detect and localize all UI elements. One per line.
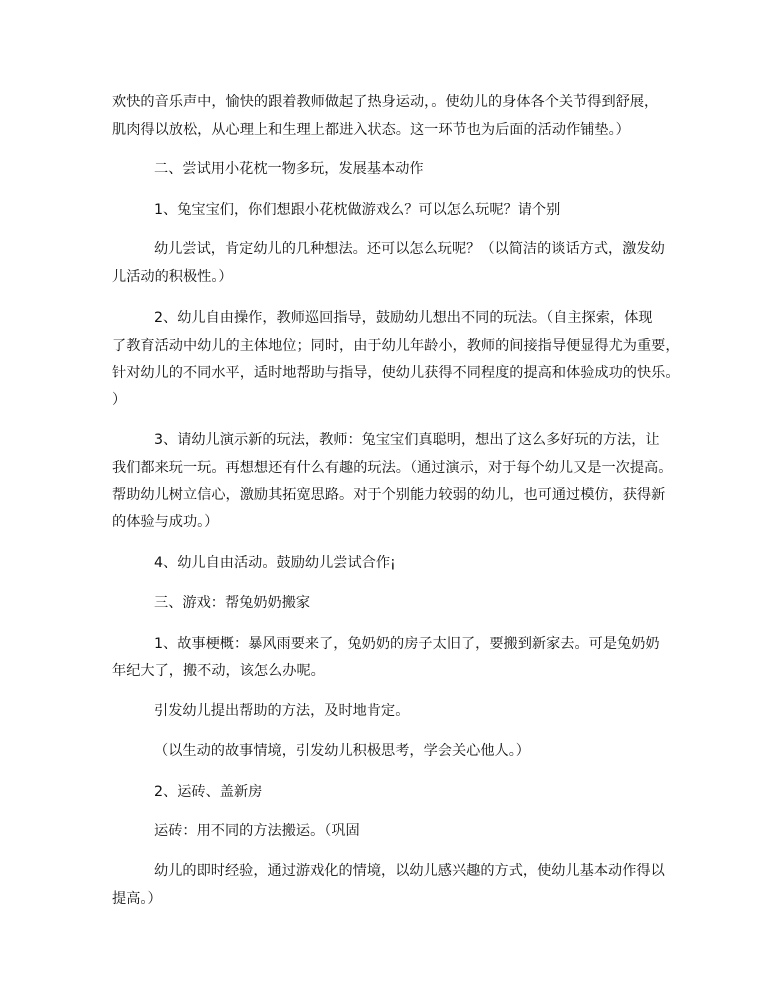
text-line: 1、兔宝宝们，你们想跟小花枕做游戏么？可以怎么玩呢？请个别 xyxy=(154,202,561,218)
text-line: 2、幼儿自由操作，教师巡回指导，鼓励幼儿想出不同的玩法。（自主探索，体现 xyxy=(154,310,653,326)
text-line: 提高。） xyxy=(112,891,162,907)
text-line: 幼儿尝试，肯定幼儿的几种想法。还可以怎么玩呢？（以简洁的谈话方式，激发幼 xyxy=(154,241,665,257)
text-line: 我们都来玩一玩。再想想还有什么有趣的玩法。（通过演示，对于每个幼儿又是一次提高。 xyxy=(112,460,673,476)
text-line: 儿活动的积极性。） xyxy=(112,269,233,285)
section-heading: 二、尝试用小花枕一物多玩，发展基本动作 xyxy=(154,161,424,177)
text-line: 欢快的音乐声中，愉快的跟着教师做起了热身运动，。使幼儿的身体各个关节得到舒展， xyxy=(112,94,659,110)
text-line: 的体验与成功。） xyxy=(112,514,219,530)
section-heading: 三、游戏：帮兔奶奶搬家 xyxy=(154,595,311,611)
text-line: 1、故事梗概：暴风雨要来了，兔奶奶的房子太旧了，要搬到新家去。可是兔奶奶 xyxy=(154,636,660,652)
text-line: ） xyxy=(112,392,127,408)
text-line: （以生动的故事情境，引发幼儿积极思考，学会关心他人。） xyxy=(154,743,530,759)
text-line: 幼儿的即时经验，通过游戏化的情境，以幼儿感兴趣的方式，使幼儿基本动作得以 xyxy=(154,863,665,879)
text-line: 4、幼儿自由活动。鼓励幼儿尝试合作¡ xyxy=(154,555,396,571)
text-line: 2、运砖、盖新房 xyxy=(154,784,263,800)
text-line: 针对幼儿的不同水平，适时地帮助与指导，使幼儿获得不同程度的提高和体验成功的快乐。 xyxy=(112,365,680,381)
text-line: 引发幼儿提出帮助的方法，及时地肯定。 xyxy=(154,703,410,719)
text-line: 3、请幼儿演示新的玩法，教师：兔宝宝们真聪明，想出了这么多好玩的方法，让 xyxy=(154,432,660,448)
text-line: 年纪大了，搬不动，该怎么办呢。 xyxy=(112,663,325,679)
text-line: 帮助幼儿树立信心，激励其拓宽思路。对于个别能力较弱的幼儿，也可通过模仿，获得新 xyxy=(112,487,666,503)
text-line: 运砖：用不同的方法搬运。（巩固 xyxy=(154,823,360,839)
text-line: 肌肉得以放松，从心理上和生理上都进入状态。这一环节也为后面的活动作铺垫。） xyxy=(112,122,630,138)
text-line: 了教育活动中幼儿的主体地位；同时，由于幼儿年龄小，教师的间接指导便显得尤为重要， xyxy=(112,338,680,354)
